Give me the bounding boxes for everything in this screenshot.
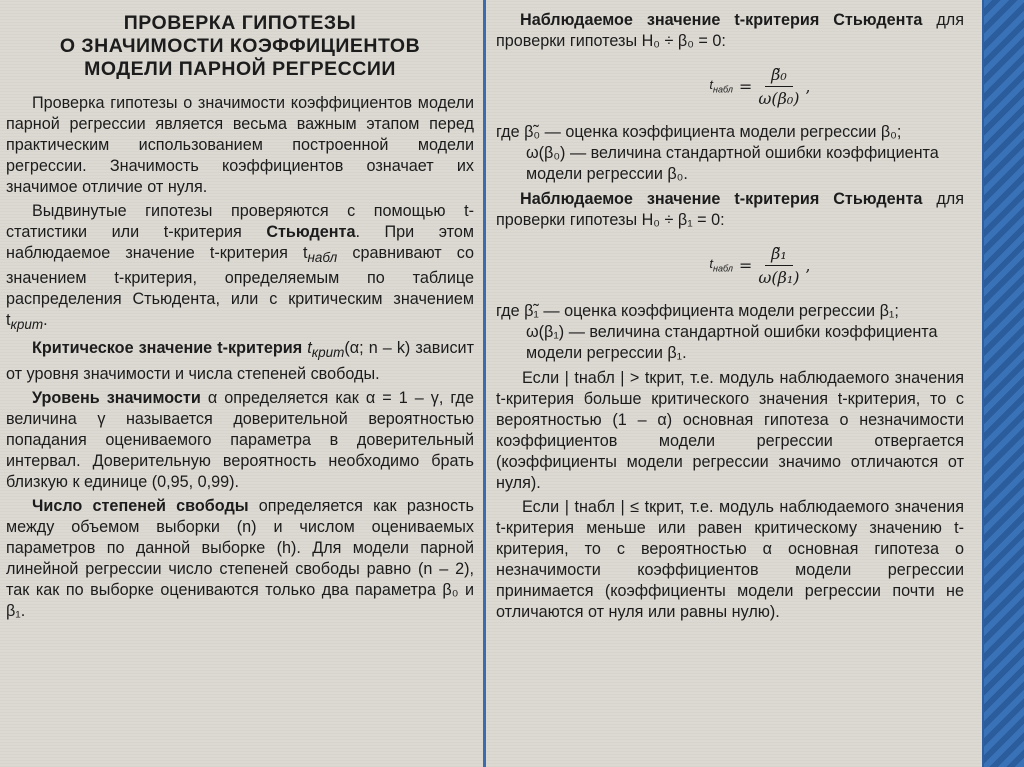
text-span: . При этом наблюдаемое значение t-критерия t xyxy=(6,223,474,262)
numerator: β̃₁ xyxy=(765,244,793,266)
where-error-beta1: ω(β₁) — величина стандартной ошибки коэффициента модели регрессии β₁. xyxy=(526,323,938,362)
formula-t: t xyxy=(709,256,713,272)
text-span-bold: Стьюдента xyxy=(266,223,356,241)
formula-sub: набл xyxy=(713,263,733,274)
text-span: сравнивают со значением t-критерия, определяемым по таблице распределения Стьюдента, или с критическим значением t xyxy=(6,244,474,330)
where-error-beta0: ω(β₀) — величина стандартной ошибки коэффициента модели регрессии β₀. xyxy=(526,144,939,183)
subscript: крит xyxy=(10,317,44,333)
formula-lhs xyxy=(709,77,733,95)
text-span: определяется как разность между объемом выборки (n) и числом оцениваемых параметров по данной выборке (h). Для модели парной линейной регрессии число степеней свободы равно (n – 2), так как по выборке оцениваются только два параметра β₀ и β₁. xyxy=(6,496,474,620)
text-span: Выдвинутые гипотезы проверяются с помощью t-статистики или t-критерия xyxy=(6,202,474,241)
left-page xyxy=(0,0,484,767)
numerator: β̃₀ xyxy=(765,65,793,87)
where-estimate-beta1: где β̃₁ — оценка коэффициента модели регрессии β₁; xyxy=(496,302,899,320)
paragraph-reject-hypothesis: Если | tнабл | > tкрит, т.е. модуль наблюдаемого значения t-критерия больше критического значения t-критерия, то с вероятностью (1 – α) основная гипотеза о незначимости коэффициентов модели регрессии отвергается (коэффициенты модели регрессии значимо отличаются от нуля). xyxy=(496,369,964,492)
formula-t: t xyxy=(709,77,713,93)
subscript: крит xyxy=(311,345,345,361)
title-line: МОДЕЛИ ПАРНОЙ РЕГРЕССИИ xyxy=(84,58,396,80)
heading-t-beta1 xyxy=(496,189,964,231)
fraction xyxy=(758,244,799,287)
title-line: О ЗНАЧИМОСТИ КОЭФФИЦИЕНТОВ xyxy=(59,35,421,57)
denominator: ω(β₀) xyxy=(758,88,800,108)
text-span-bold: Наблюдаемое значение t-критерия Стьюдента xyxy=(520,11,923,29)
paragraph-significance-level xyxy=(6,388,474,493)
formula-tail: , xyxy=(805,255,811,275)
right-page xyxy=(486,0,982,767)
text-span: для проверки гипотезы H₀ ÷ β₀ = 0: xyxy=(496,11,964,50)
denominator: ω(β₁) xyxy=(758,267,800,287)
equals-sign: = xyxy=(738,255,753,275)
text-span: (α; n – k) зависит от уровня значимости и числа степеней свободы. xyxy=(6,339,474,383)
formula-t-beta1 xyxy=(556,237,964,293)
title-line: ПРОВЕРКА ГИПОТЕЗЫ xyxy=(123,12,357,34)
equals-sign: = xyxy=(738,76,753,96)
formula-lhs xyxy=(709,256,733,274)
text-span-bold: Уровень значимости xyxy=(32,388,201,407)
paragraph-critical-value xyxy=(6,338,474,384)
paragraph-degrees-of-freedom xyxy=(6,496,474,622)
text-span: . xyxy=(43,311,48,330)
subscript: набл xyxy=(307,250,338,266)
page-title xyxy=(6,12,474,81)
paragraph-intro: Проверка гипотезы о значимости коэффициентов модели парной регрессии является весьма важным этапом перед практическим использованием построенной модели регрессии. Значимость коэффициентов означает их значимое отличие от нуля. xyxy=(6,94,474,196)
fraction xyxy=(758,65,799,108)
text-span-bold: Критическое значение t-критерия xyxy=(32,339,303,358)
text-span: α определяется как α = 1 – γ, где величина γ называется доверительной вероятностью попадания оцениваемого параметра в доверительный интервал. Доверительную вероятность необходимо брать близкую к единице (0,95, 0,99). xyxy=(6,388,474,491)
paragraph-hypotheses xyxy=(6,201,474,335)
text-span: t xyxy=(302,339,312,358)
slide-background-stripes xyxy=(984,0,1024,767)
formula-tail: , xyxy=(805,76,811,96)
text-span-bold: Наблюдаемое значение t-критерия Стьюдента xyxy=(520,190,923,208)
text-span: для проверки гипотезы H₀ ÷ β₁ = 0: xyxy=(496,190,964,229)
text-span-bold: Число степеней свободы xyxy=(32,496,249,515)
paragraph-accept-hypothesis: Если | tнабл | ≤ tкрит, т.е. модуль наблюдаемого значения t-критерия меньше или равен критическому значению t-критерия, то с вероятностью α основная гипотеза о незначимости коэффициентов модели регрессии принимается (коэффициенты модели регрессии почти не отличаются от нуля или равны нулю). xyxy=(496,498,964,621)
formula-sub: набл xyxy=(713,84,733,95)
where-estimate-beta0: где β̃₀ — оценка коэффициента модели регрессии β₀; xyxy=(496,123,902,141)
heading-t-beta0 xyxy=(496,10,964,52)
formula-t-beta0 xyxy=(556,58,964,114)
